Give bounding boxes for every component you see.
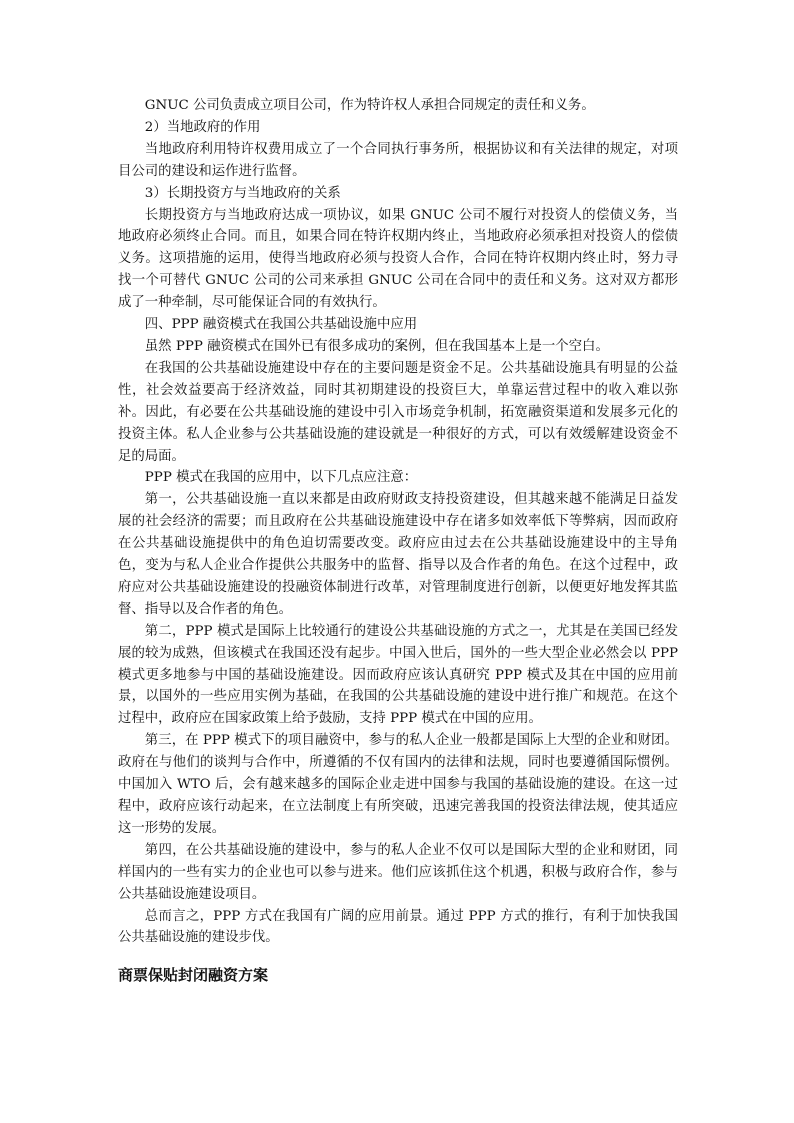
section-heading: 四、PPP 融资模式在我国公共基础设施中应用 <box>144 317 418 333</box>
paragraph: 虽然 PPP 融资模式在国外已有很多成功的案例，但在我国基本上是一个空白。 <box>144 338 609 354</box>
paragraph: 第二，PPP 模式是国际上比较通行的建设公共基础设施的方式之一，尤其是在美国已经发展的较为成熟，但该模式在我国还没有起步。中国入世后，国外的一些大型企业必然会以 PPP 模式更多地参与中国的基础设施建设。因而政府应该认真研究 PPP 模式及其在中国的应用前景，以国外的一些应用实例为基础，在我国的公共基础设施的建设中进行推广和规范。在这个过程中，政府应在国家政策上给予鼓励，支持 PPP 模式在中国的应用。 <box>118 623 678 727</box>
document-body <box>118 95 678 949</box>
paragraph: 第三，在 PPP 模式下的项目融资中，参与的私人企业一般都是国际上大型的企业和财团。政府在与他们的谈判与合作中，所遵循的不仅有国内的法律和法规，同时也要遵循国际惯例。中国加入 WTO 后，会有越来越多的国际企业走进中国参与我国的基础设施的建设。在这一过程中，政府应该行动起来，在立法制度上有所突破，迅速完善我国的投资法律法规，使其适应这一形势的发展。 <box>118 733 678 836</box>
paragraph: 长期投资方与当地政府达成一项协议，如果 GNUC 公司不履行对投资人的偿债义务，当地政府必须终止合同。而且，如果合同在特许权期内终止，当地政府必须承担对投资人的偿债义务。这项措施的运用，使得当地政府必须与投资人合作，合同在特许权期内终止时，努力寻找一个可替代 GNUC 公司的公司来承担 GNUC 公司在合同中的责任和义务。这对双方都形成了一种牵制，尽可能保证合同的有效执行。 <box>118 207 678 311</box>
paragraph: GNUC 公司负责成立项目公司，作为特许权人承担合同规定的责任和义务。 <box>144 98 595 113</box>
paragraph: 在我国的公共基础设施建设中存在的主要问题是资金不足。公共基础设施具有明显的公益性，社会效益要高于经济效益，同时其初期建设的投资巨大，单靠运营过程中的收入难以弥补。因此，有必要在公共基础设施的建设中引入市场竞争机制，拓宽融资渠道和发展多元化的投资主体。私人企业参与公共基础设施的建设就是一种很好的方式，可以有效缓解建设资金不足的局面。 <box>118 360 678 464</box>
paragraph: 第四，在公共基础设施的建设中，参与的私人企业不仅可以是国际大型的企业和财团，同样国内的一些有实力的企业也可以参与进来。他们应该抓住这个机遇，积极与政府合作，参与公共基础设施建设项目。 <box>118 842 678 902</box>
paragraph: 总而言之，PPP 方式在我国有广阔的应用前景。通过 PPP 方式的推行，有利于加快我国公共基础设施的建设步伐。 <box>118 908 678 946</box>
document-title: 商票保贴封闭融资方案 <box>118 966 269 984</box>
paragraph: PPP 模式在我国的应用中，以下几点应注意： <box>144 470 418 486</box>
paragraph: 第一，公共基础设施一直以来都是由政府财政支持投资建设，但其越来越不能满足日益发展的社会经济的需要；而且政府在公共基础设施建设中存在诸多如效率低下等弊病，因而政府在公共基础设施提供中的角色迫切需要改变。政府应由过去在公共基础设施建设中的主导角色，变为与私人企业合作提供公共服务中的监督、指导以及合作者的角色。在这个过程中，政府应对公共基础设施建设的投融资体制进行改革，对管理制度进行创新，以便更好地发挥其监督、指导以及合作者的角色。 <box>118 492 678 617</box>
paragraph: 当地政府利用特许权费用成立了一个合同执行事务所，根据协议和有关法律的规定，对项目公司的建设和运作进行监督。 <box>118 141 678 179</box>
subsection-heading: 2）当地政府的作用 <box>144 119 261 135</box>
subsection-heading: 3）长期投资方与当地政府的关系 <box>144 185 341 201</box>
